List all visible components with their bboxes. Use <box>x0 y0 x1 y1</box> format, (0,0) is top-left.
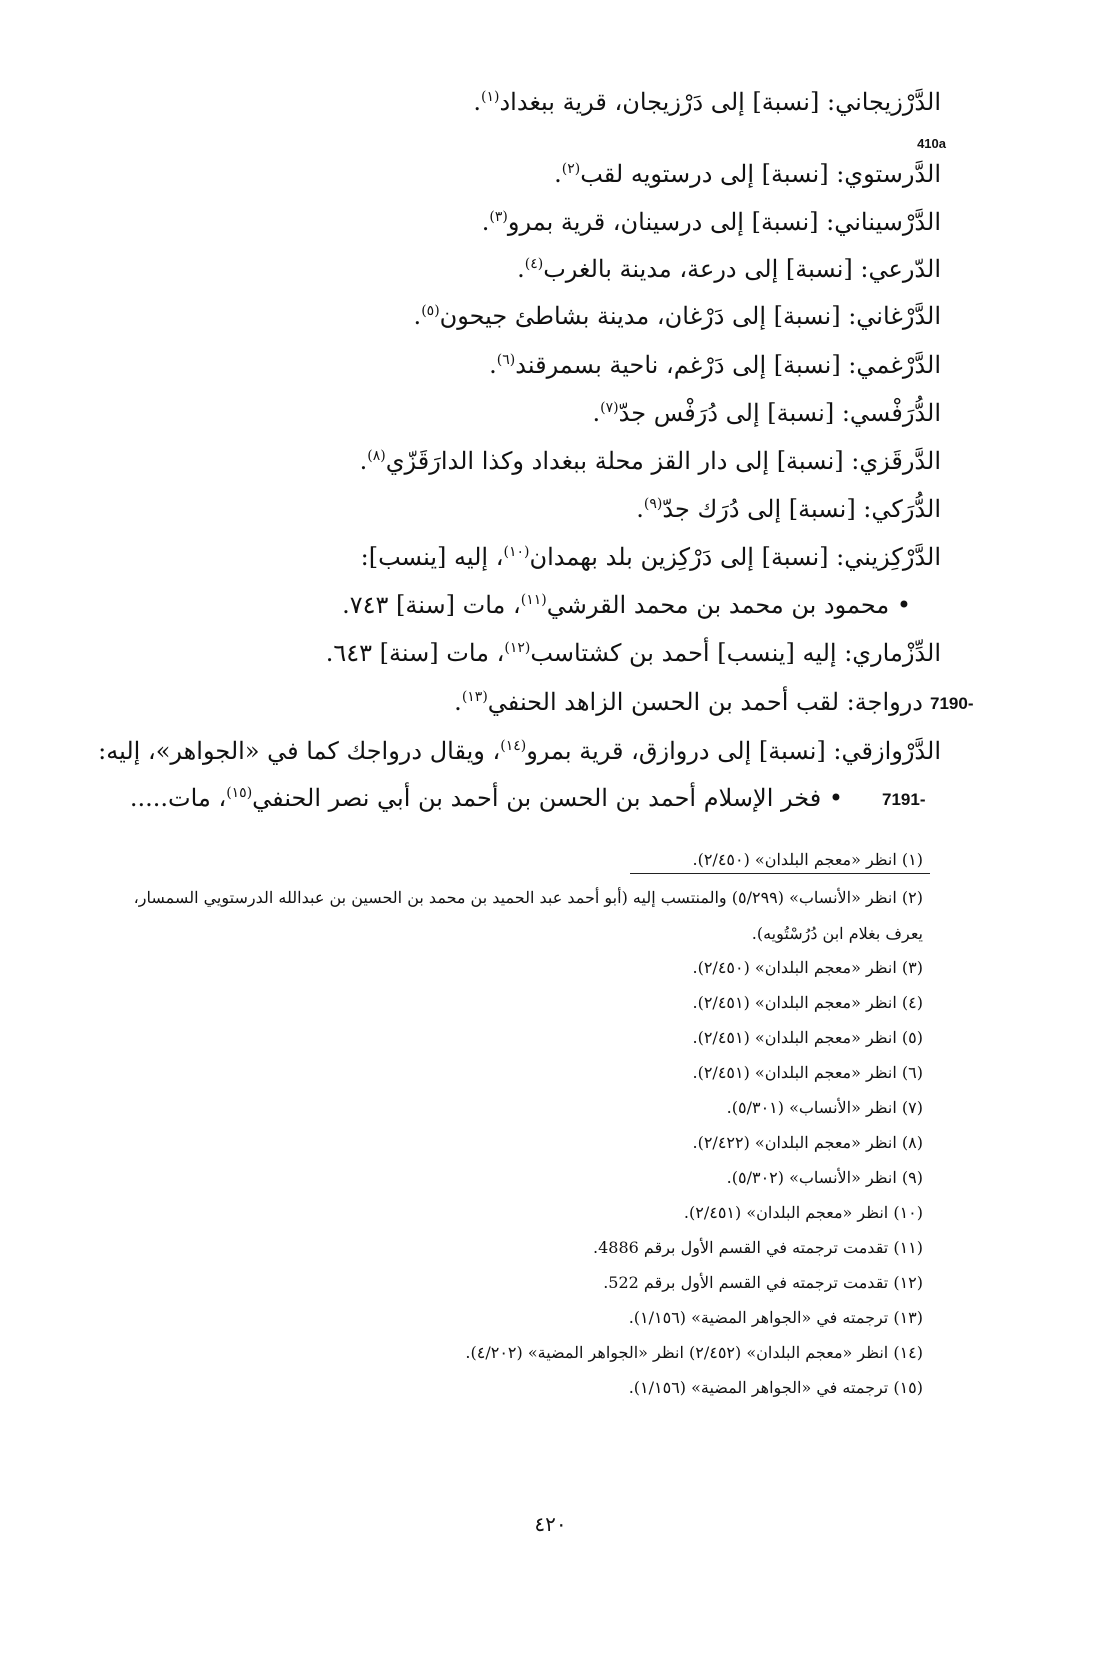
footnote: (١١) تقدمت ترجمته في القسم الأول برقم 4886. <box>593 1238 923 1257</box>
footnote: (٩) انظر «الأنساب» (٥/٣٠٢). <box>726 1168 923 1187</box>
footnote: (٤) انظر «معجم البلدان» (٢/٤٥١). <box>692 993 923 1012</box>
footnote: (١٤) انظر «معجم البلدان» (٢/٤٥٢) انظر «الجواهر المضية» (٤/٢٠٢). <box>465 1343 923 1362</box>
footnote: (٦) انظر «معجم البلدان» (٢/٤٥١). <box>692 1063 923 1082</box>
entry-line: الدَّرْكِزيني: [نسبة] إلى دَرْكِزين بلد بهمدان$^{(١٠)}$، إليه [ينسب]: <box>360 543 941 571</box>
footnote: (١٣) ترجمته في «الجواهر المضية» (١/١٥٦). <box>628 1308 923 1327</box>
footnote: (٧) انظر «الأنساب» (٥/٣٠١). <box>726 1098 923 1117</box>
entry-line: الدَّرْغمي: [نسبة] إلى دَرْغم، ناحية بسمرقند$^{(٦)}$. <box>489 351 941 379</box>
footnote: (١٠) انظر «معجم البلدان» (٢/٤٥١). <box>683 1203 923 1222</box>
entry-line: الدّرعي: [نسبة] إلى درعة، مدينة بالغرب$^{(٤)}$. <box>517 255 941 283</box>
footnote: (١) انظر «معجم البلدان» (٢/٤٥٠). <box>692 850 923 869</box>
entry-line: الدُّرَكي: [نسبة] إلى دُرَك جدّ$^{(٩)}$. <box>636 495 941 523</box>
entry-line: درواجة: لقب أحمد بن الحسن الزاهد الحنفي$^{(١٣)}$. <box>454 688 923 716</box>
entry-line: الدَّرْغاني: [نسبة] إلى دَرْغان، مدينة بشاطئ جيحون$^{(٥)}$. <box>413 302 941 330</box>
entry-subline: • فخر الإسلام أحمد بن الحسن بن أحمد بن أبي نصر الحنفي$^{(١٥)}$، مات..... <box>129 784 843 812</box>
entry-number: 7191- <box>882 790 926 809</box>
footnote: (٨) انظر «معجم البلدان» (٢/٤٢٢). <box>692 1133 923 1152</box>
page-number: ٤٢٠ <box>534 1512 567 1536</box>
footnote: (١٥) ترجمته في «الجواهر المضية» (١/١٥٦). <box>628 1378 923 1397</box>
footnote: (١٢) تقدمت ترجمته في القسم الأول برقم 522. <box>603 1273 923 1292</box>
entry-line: الدَّرْسيناني: [نسبة] إلى درسينان، قرية بمرو$^{(٣)}$. <box>481 208 941 236</box>
entry-line: الدِّزْماري: إليه [ينسب] أحمد بن كشتاسب$^{(١٢)}$، مات [سنة] ٦٤٣. <box>325 639 941 667</box>
footnote: (٢) انظر «الأنساب» (٥/٢٩٩) والمنتسب إليه (أبو أحمد عبد الحميد بن محمد بن الحسين بن عبدالله الدرستويي السمسار، يعرف بغلام ابن دُرُسْتُويه). <box>133 888 923 943</box>
entry-line: الدَّرستوي: [نسبة] إلى درستويه لقب$^{(٢)}$. <box>554 160 941 188</box>
footnote-separator <box>630 873 930 874</box>
entry-line: الدَّرقَزي: [نسبة] إلى دار القز محلة ببغداد وكذا الدارَقَزّي$^{(٨)}$. <box>359 447 941 475</box>
entry-subline: • محمود بن محمد بن محمد القرشي$^{(١١)}$، مات [سنة] ٧٤٣. <box>342 591 911 619</box>
entry-number: 7190- <box>930 694 974 713</box>
entry-line: الدَّرْزيجاني: [نسبة] إلى دَرْزيجان، قرية ببغداد$^{(١)}$. <box>473 88 941 116</box>
footnote: (٥) انظر «معجم البلدان» (٢/٤٥١). <box>692 1028 923 1047</box>
entry-line: الدُّرَفْسي: [نسبة] إلى دُرَفْس جدّ$^{(٧)}$. <box>592 399 941 427</box>
folio-marker: 410a <box>917 136 946 151</box>
footnote: (٣) انظر «معجم البلدان» (٢/٤٥٠). <box>692 958 923 977</box>
entry-line: الدَّرْوازقي: [نسبة] إلى دروازق، قرية بمرو$^{(١٤)}$، ويقال درواجك كما في «الجواهر»، إليه: <box>98 737 941 765</box>
